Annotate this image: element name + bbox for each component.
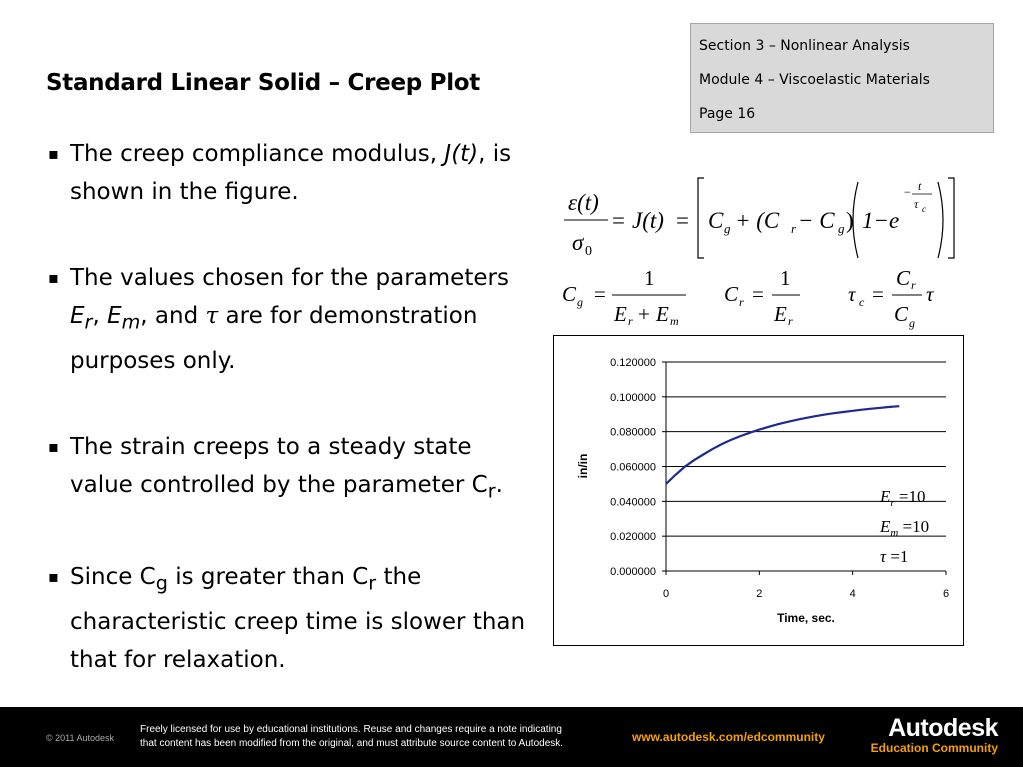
cr-lhs: C [724, 282, 739, 306]
parameter-annotation: $E_r =10$ [880, 487, 926, 509]
eq-exp-minus: − [904, 185, 911, 199]
tc-tau: τ [926, 282, 934, 306]
eq-compliance: J(t) [632, 208, 664, 233]
symbol-e: E [107, 303, 122, 329]
eq-minus-cg: − C [798, 208, 835, 233]
tc-lhs-sub: c [859, 295, 865, 309]
creep-equation [560, 170, 960, 265]
bullet-item-2 [48, 259, 528, 380]
cg-equals: = [594, 282, 606, 306]
symbol-sub: r [368, 571, 377, 595]
y-tick-label: 0.080000 [610, 426, 656, 439]
y-tick-label: 0.040000 [610, 496, 656, 509]
license-text [140, 723, 630, 751]
page-label: Page 16 [699, 106, 756, 122]
symbol-e: E [70, 303, 85, 329]
bullet-text: the characteristic creep time is slower than that for relaxation. [70, 564, 526, 673]
eq-cg-sub: g [838, 221, 845, 236]
tc-equals: = [872, 282, 884, 306]
section-label: Section 3 – Nonlinear Analysis [699, 38, 910, 54]
parameter-annotation: τ =1 [880, 547, 909, 566]
eq-exp-tau: τ [914, 197, 919, 211]
cg-den-er-sub: r [628, 314, 633, 328]
bullet-text: The strain creeps to a steady state value controlled by the parameter C [70, 433, 488, 498]
bullet-text: is greater than C [167, 564, 369, 591]
cg-numerator: 1 [644, 266, 655, 290]
footer-bar [0, 707, 1023, 767]
cr-equation [722, 265, 812, 330]
eq-stress: σ [572, 230, 584, 255]
bullet-list [48, 135, 528, 679]
cg-den-em-sub: m [670, 314, 679, 328]
bullet-text: The values chosen for the parameters [70, 265, 509, 291]
cg-den-em: E [656, 302, 669, 326]
eq-stress-sub: 0 [585, 244, 592, 259]
copyright-text: © 2011 Autodesk [46, 733, 115, 743]
cg-lhs-sub: g [577, 295, 583, 309]
bullet-item-3 [48, 428, 528, 511]
creep-curve-line [666, 406, 899, 484]
cr-equals: = [752, 282, 764, 306]
eq-exponential: 1−e [862, 208, 900, 233]
cr-lhs-sub: r [739, 295, 744, 309]
bullet-item-4 [48, 558, 528, 679]
bullet-text: . [495, 471, 503, 498]
autodesk-logo [868, 715, 998, 755]
creep-chart [553, 335, 964, 646]
eq-paren-right [938, 182, 943, 258]
license-line-2: that content has been modified from the original, and must attribute source content to Autodesk. [140, 738, 564, 749]
y-tick-label: 0.060000 [610, 461, 656, 474]
tc-lhs: τ [848, 282, 856, 306]
logo-name: Autodesk [888, 714, 998, 742]
eq-cg-sub: g [724, 221, 731, 236]
eq-strain: ε(t) [568, 190, 599, 215]
eq-bracket-right [948, 178, 954, 258]
creep-chart-svg [554, 336, 963, 645]
slide-title: Standard Linear Solid – Creep Plot [46, 70, 480, 96]
license-line-1: Freely licensed for use by educational institutions. Reuse and changes require a note indicating [140, 724, 562, 735]
bullet-item-1 [48, 135, 528, 211]
symbol-sub: m [121, 310, 141, 334]
eq-cr-sub: r [791, 221, 797, 236]
cr-den-e: E [774, 302, 787, 326]
y-tick-label: 0.000000 [610, 566, 656, 578]
eq-paren-left [853, 182, 858, 258]
section-info-box [690, 23, 994, 133]
eq-close-paren: ) [846, 208, 854, 233]
x-tick-label: 0 [662, 588, 670, 600]
tc-numerator: C [896, 266, 911, 290]
module-label: Module 4 – Viscoelastic Materials [699, 72, 930, 88]
tc-num-sub: r [911, 278, 916, 292]
cg-equation [560, 265, 690, 330]
logo-subtitle: Education Community [870, 741, 998, 755]
symbol-sub: g [155, 571, 168, 595]
symbol-sub: r [487, 479, 496, 503]
tc-den-sub: g [909, 316, 915, 330]
bullet-text: , and [140, 303, 206, 329]
cg-lhs: C [562, 282, 577, 306]
bullet-text: , is shown in the figure. [70, 141, 512, 205]
bullet-text: , [92, 303, 108, 329]
tau-c-equation [846, 265, 946, 335]
x-tick-label: 4 [849, 588, 856, 600]
eq-bracket-left [698, 178, 704, 258]
edcommunity-link[interactable]: www.autodesk.com/edcommunity [632, 730, 825, 744]
bullet-text: The creep compliance modulus, [70, 141, 445, 167]
y-tick-label: 0.020000 [610, 531, 656, 544]
cr-numerator: 1 [780, 266, 791, 290]
cr-den-sub: r [788, 314, 793, 328]
x-axis-label: Time, sec. [777, 611, 835, 625]
eq-cg: C [708, 208, 724, 233]
parameter-annotation: $E_m =10$ [880, 517, 930, 539]
cg-den-er: E [614, 302, 627, 326]
bullet-text: Since C [70, 564, 156, 591]
tc-denominator: C [894, 302, 909, 326]
eq-equals: = [612, 208, 625, 233]
x-tick-label: 6 [942, 588, 950, 600]
y-tick-label: 0.120000 [610, 357, 656, 369]
eq-exp-t: t [918, 179, 922, 193]
bullet-text: are for demonstration purposes only. [70, 303, 478, 374]
x-tick-label: 2 [756, 588, 763, 600]
eq-exp-tau-sub: c [922, 204, 926, 214]
cg-den-plus: + [638, 302, 650, 326]
eq-plus-cr: + (C [735, 208, 780, 233]
eq-equals: = [676, 208, 689, 233]
symbol-sub: r [84, 310, 93, 334]
symbol-tau: τ [205, 303, 219, 329]
y-axis-label: in/in [576, 453, 590, 479]
bullet-emphasis: J(t) [444, 141, 479, 167]
y-tick-label: 0.100000 [610, 391, 656, 404]
